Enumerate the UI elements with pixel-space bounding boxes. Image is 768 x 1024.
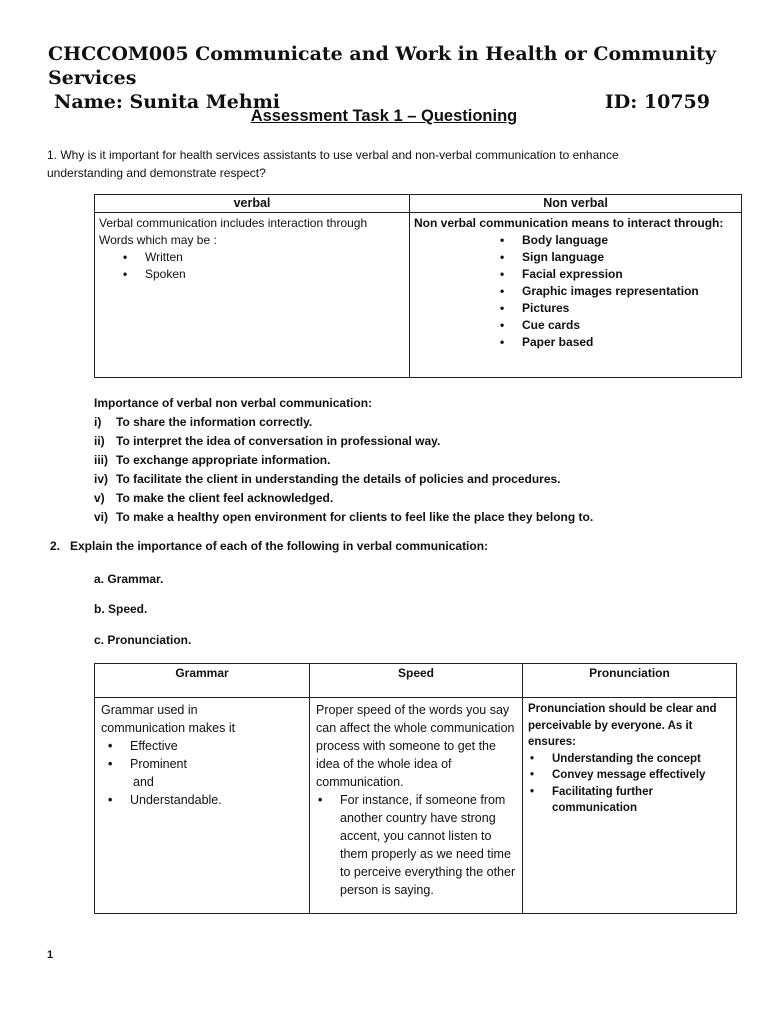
list-item [94,432,734,451]
item-text: To interpret the idea of conversation in professional way. [116,434,441,448]
header-pronunciation: Pronunciation [523,664,737,698]
list-item: • For instance, if someone from another country have strong accent, you cannot listen to them properly as we need time to perceive everything the other person is saying. [340,791,516,899]
list-item [94,508,734,527]
student-name: Name: Sunita Mehmi [54,91,281,113]
subitem-pronunciation: c. Pronunciation. [94,633,192,647]
list-item: • Facial expression [522,266,737,283]
subitem-speed: b. Speed. [94,602,148,616]
course-title: CHCCOM005 Communicate and Work in Health or Community Services [48,43,717,89]
grammar-list [101,737,303,773]
importance-heading: Importance of verbal non verbal communication: [94,396,373,410]
verbal-intro-2: Words which may be : [99,233,217,247]
question-1-line-2: understanding and demonstrate respect? [47,166,266,180]
question-2-number: 2. [50,539,61,553]
grammar-line-1: Grammar used in [101,703,198,717]
question-1-line-1: 1. Why is it important for health services assistants to use verbal and non-verbal communication to enhance [47,148,619,162]
question-2-text: Explain the importance of each of the following in verbal communication: [70,539,489,553]
verbal-nonverbal-table [94,194,742,378]
document-header [48,42,738,114]
pronunciation-text: Pronunciation should be clear and perceivable by everyone. As it ensures: [528,703,717,748]
verbal-intro-1: Verbal communication includes interaction through [99,216,368,230]
item-text: To share the information correctly. [116,415,313,429]
item-number: iv) [94,472,109,486]
list-item: • Convey message effectively [552,767,731,784]
header-nonverbal: Non verbal [410,195,742,213]
list-item: • Spoken [145,266,405,283]
item-text: To exchange appropriate information. [116,453,331,467]
cell-pronunciation [523,698,737,914]
list-item: • Understandable. [130,791,303,809]
item-text: To facilitate the client in understanding the details of policies and procedures. [116,472,561,486]
grammar-and: and [133,775,154,789]
list-item: • Written [145,249,405,266]
grammar-list-2 [101,791,303,809]
item-number: ii) [94,434,105,448]
header-grammar: Grammar [95,664,310,698]
item-text: To make a healthy open environment for clients to feel like the place they belong to. [116,510,594,524]
cell-nonverbal [410,213,742,378]
list-item [94,489,734,508]
cell-speed [310,698,523,914]
pronunciation-list [528,751,731,817]
header-verbal: verbal [95,195,410,213]
subitem-grammar: a. Grammar. [94,572,164,586]
speed-text: Proper speed of the words you say can affect the whole communication process with someone to get the idea of the whole idea of communication. [316,703,515,789]
list-item: • Graphic images representation [522,283,737,300]
student-id: ID: 10759 [604,91,710,113]
list-item: • Sign language [522,249,737,266]
list-item: • Cue cards [522,317,737,334]
list-item: • Understanding the concept [552,751,731,768]
list-item [94,470,734,489]
importance-section [94,394,734,527]
item-number: iii) [94,453,108,467]
cell-verbal [95,213,410,378]
cell-grammar [95,698,310,914]
list-item: • Effective [130,737,303,755]
header-speed: Speed [310,664,523,698]
question-1 [47,146,727,182]
list-item: • Pictures [522,300,737,317]
grammar-speed-pronunciation-table [94,663,737,914]
item-number: v) [94,491,105,505]
item-number: i) [94,415,102,429]
nonverbal-list [414,232,737,351]
list-item: • Prominent [130,755,303,773]
nonverbal-intro: Non verbal communication means to interact through: [414,216,724,230]
grammar-line-2: communication makes it [101,721,236,735]
list-item [94,413,734,432]
speed-list [316,791,516,899]
verbal-list [99,249,405,283]
question-2 [50,539,488,553]
list-item: • Body language [522,232,737,249]
item-text: To make the client feel acknowledged. [116,491,334,505]
task-title: Assessment Task 1 – Questioning [250,107,518,125]
page-number: 1 [47,949,54,961]
list-item [94,451,734,470]
item-number: vi) [94,510,109,524]
list-item: • Facilitating further communication [552,784,731,817]
list-item: • Paper based [522,334,737,351]
